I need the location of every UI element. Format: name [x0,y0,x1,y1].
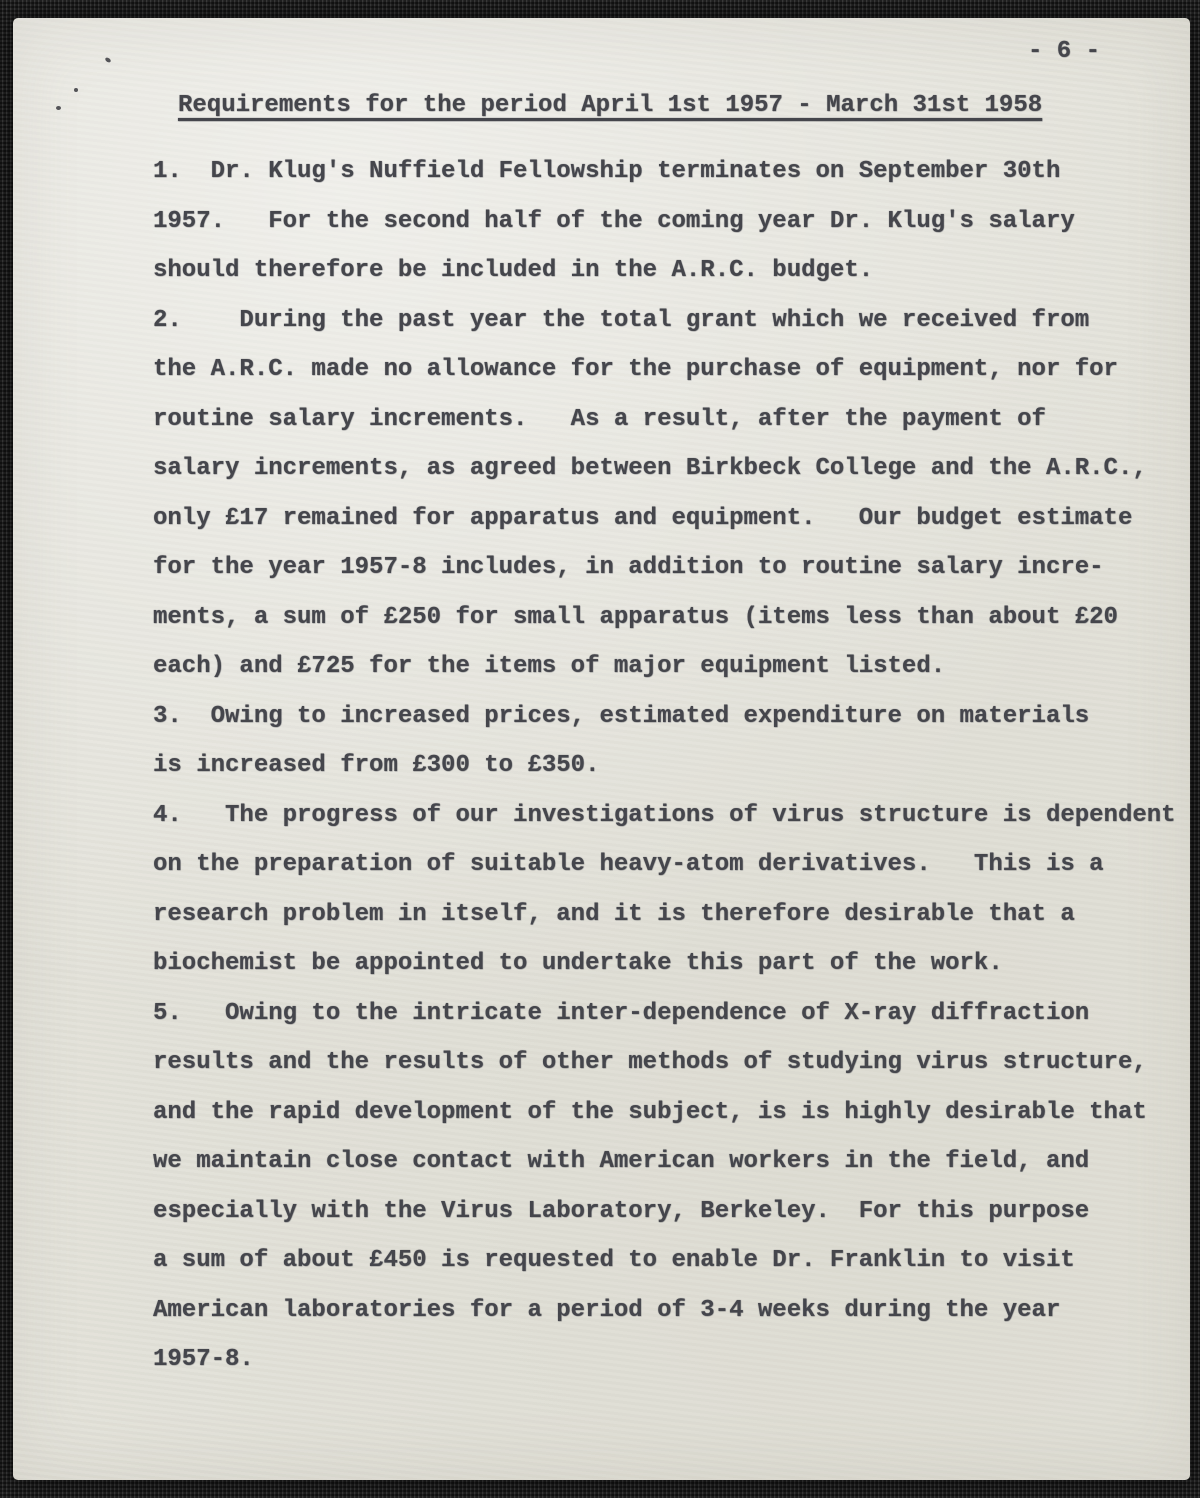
ink-speck [56,106,61,110]
document-title: Requirements for the period April 1st 1957 - March 31st 1958 [178,92,1043,119]
text-line: ments, a sum of £250 for small apparatus (items less than about £20 [153,603,1118,631]
text-line: the A.R.C. made no allowance for the purchase of equipment, nor for [153,356,1118,383]
text-line: we maintain close contact with American workers in the field, and [153,1148,1090,1175]
paragraph-3 [153,692,1193,791]
page-number: - 6 - [1028,38,1101,65]
paragraph-5 [153,989,1193,1385]
text-line: results and the results of other methods of studying virus structure, [153,1049,1147,1076]
text-line: should therefore be included in the A.R.C. budget. [153,257,874,284]
text-line: 2. During the past year the total grant which we received from [153,306,1090,334]
text-line: a sum of about £450 is requested to enable Dr. Franklin to visit [153,1247,1075,1274]
text-line: routine salary increments. As a result, after the payment of [153,405,1046,433]
text-line: especially with the Virus Laboratory, Berkeley. For this purpose [153,1197,1090,1225]
document-page [13,18,1190,1480]
text-line: on the preparation of suitable heavy-atom derivatives. This is a [153,851,1104,878]
text-line: 1957. For the second half of the coming year Dr. Klug's salary [153,207,1075,235]
text-line: 1957-8. [153,1346,254,1373]
paragraph-2 [153,296,1193,692]
text-line: biochemist be appointed to undertake this part of the work. [153,950,1003,977]
text-line: 1. Dr. Klug's Nuffield Fellowship terminates on September 30th [153,158,1061,185]
text-line: American laboratories for a period of 3-4 weeks during the year [153,1296,1061,1324]
paragraph-1 [153,147,1193,296]
text-line: and the rapid development of the subject, is is highly desirable that [153,1098,1147,1126]
text-line: 5. Owing to the intricate inter-dependence of X-ray diffraction [153,999,1090,1027]
text-line: salary increments, as agreed between Birkbeck College and the A.R.C., [153,455,1147,482]
text-line: only £17 remained for apparatus and equipment. Our budget estimate [153,504,1133,532]
document-body [153,147,1193,1385]
paragraph-4 [153,791,1193,989]
text-line: is increased from £300 to £350. [153,752,600,779]
ink-speck [74,88,78,92]
text-line: for the year 1957-8 includes, in addition to routine salary incre- [153,554,1104,581]
text-line: research problem in itself, and it is therefore desirable that a [153,900,1075,928]
text-line: 3. Owing to increased prices, estimated expenditure on materials [153,702,1090,730]
ink-speck [104,57,111,64]
text-line: each) and £725 for the items of major equipment listed. [153,653,946,680]
text-line: 4. The progress of our investigations of virus structure is dependent [153,801,1176,829]
